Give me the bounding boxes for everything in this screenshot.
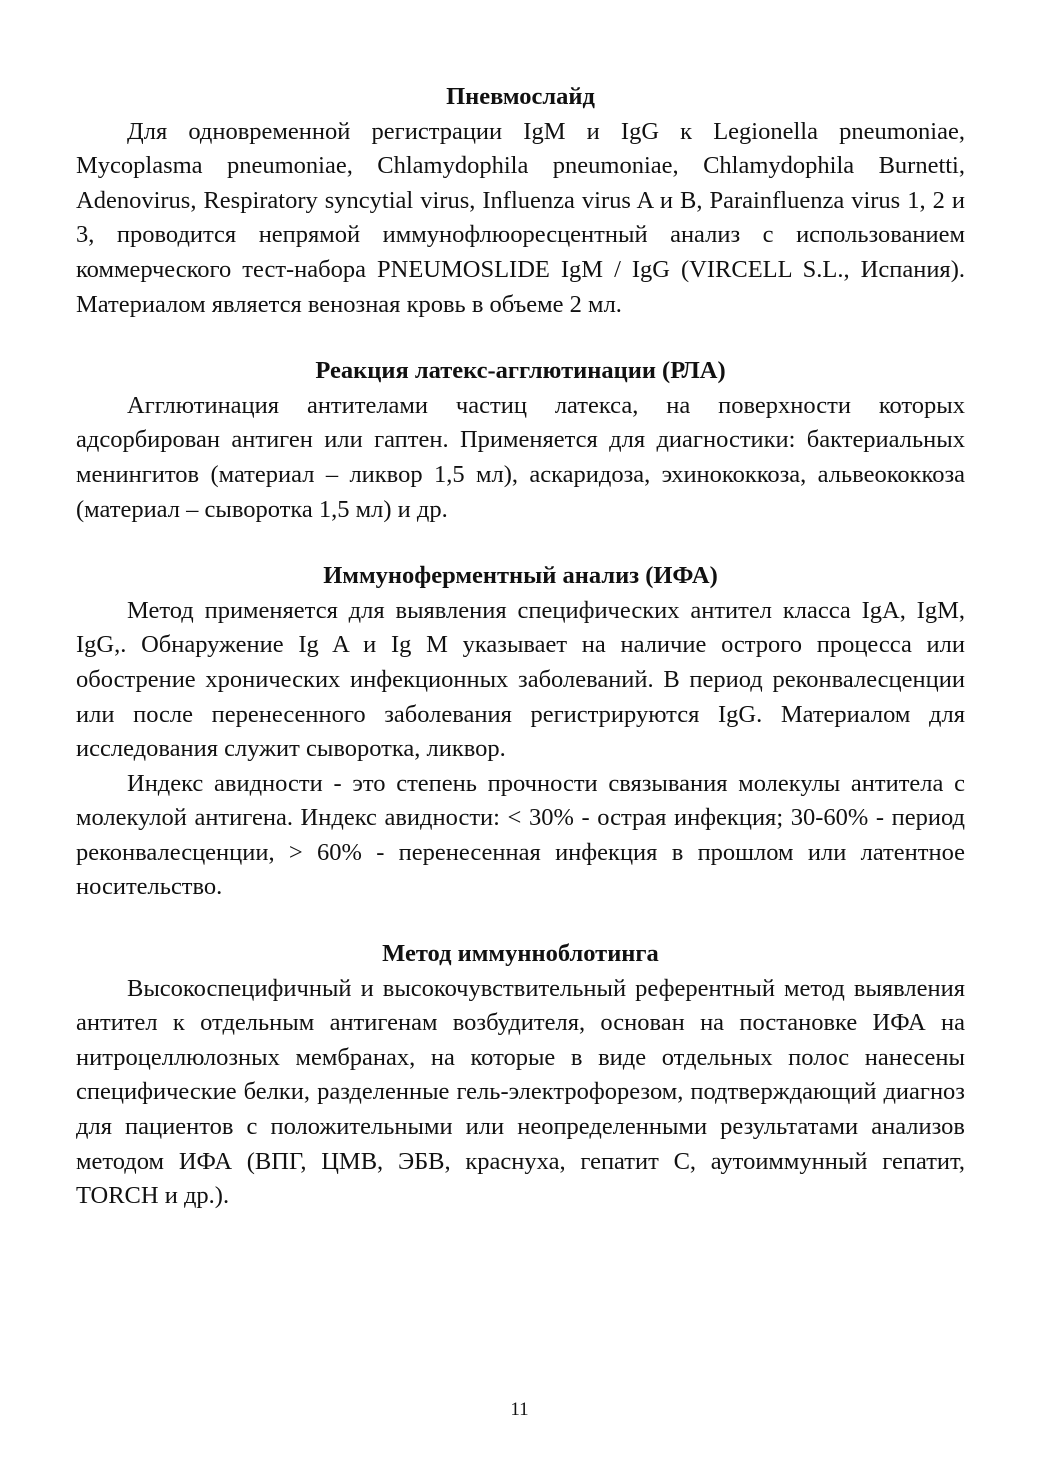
section-spacer <box>76 527 965 559</box>
section-paragraph: Метод применяется для выявления специфических антител класса IgA, IgM, IgG,. Обнаружение Ig A и Ig M указывает на наличие острого процесса или обострение хронических инфекционных заболеваний. В период реконвалесценции или после перенесенного заболевания регистрируются IgG. Материалом для исследования служит сыворотка, ликвор. <box>76 596 965 763</box>
section-heading: Иммуноферментный анализ (ИФА) <box>323 562 718 590</box>
section-pneumoslide <box>76 80 965 322</box>
section-heading: Метод иммунноблотинга <box>382 940 659 968</box>
section-latex-agglutination <box>76 354 965 527</box>
section-spacer <box>76 905 965 937</box>
section-paragraph: Высокоспецифичный и высокочувствительный референтный метод выявления антител к отдельным антигенам возбудителя, основан на постановке ИФА на нитроцеллюлозных мембранах, на которые в виде отдельных полос нанесены специфические белки, разделенные гель-электрофорезом, подтверждающий диагноз для пациентов с положительными или неопределенными результатами анализов методом ИФА (ВПГ, ЦМВ, ЭБВ, краснуха, гепатит С, аутоиммунный гепатит, TORCH и др.). <box>76 974 965 1210</box>
page-number: 11 <box>510 1399 529 1420</box>
section-spacer <box>76 322 965 354</box>
section-paragraph: Агглютинация антителами частиц латекса, на поверхности которых адсорбирован антиген или гаптен. Применяется для диагностики: бактериальных менингитов (материал – ликвор 1,5 мл), аскаридоза, эхинококкоза, альвеококкоза (материал – сыворотка 1,5 мл) и др. <box>76 391 965 523</box>
section-immunoblotting <box>76 937 965 1214</box>
section-paragraph: Индекс авидности - это степень прочности связывания молекулы антитела с молекулой антигена. Индекс авидности: < 30% - острая инфекция; 30-60% - период реконвалесценции, > 60% - перенесенная инфекция в прошлом или латентное носительство. <box>76 769 965 901</box>
section-elisa <box>76 559 965 905</box>
section-heading: Пневмослайд <box>446 83 595 110</box>
section-paragraph: Для одновременной регистрации IgM и IgG к Legionella pneumoniae, Mycoplasma pneumoniae, Chlamydophila pneumoniae, Chlamydophila Burnetti, Adenovirus, Respiratory syncytial virus, Influenza virus A и B, Parainfluenza virus 1, 2 и 3, проводится непрямой иммунофлюоресцентный анализ с использованием коммерческого тест-набора PNEUMOSLIDE IgM / IgG (VIRCELL S.L., Испания). Материалом является венозная кровь в объеме 2 мл. <box>76 117 965 318</box>
section-heading: Реакция латекс-агглютинации (РЛА) <box>315 357 726 385</box>
